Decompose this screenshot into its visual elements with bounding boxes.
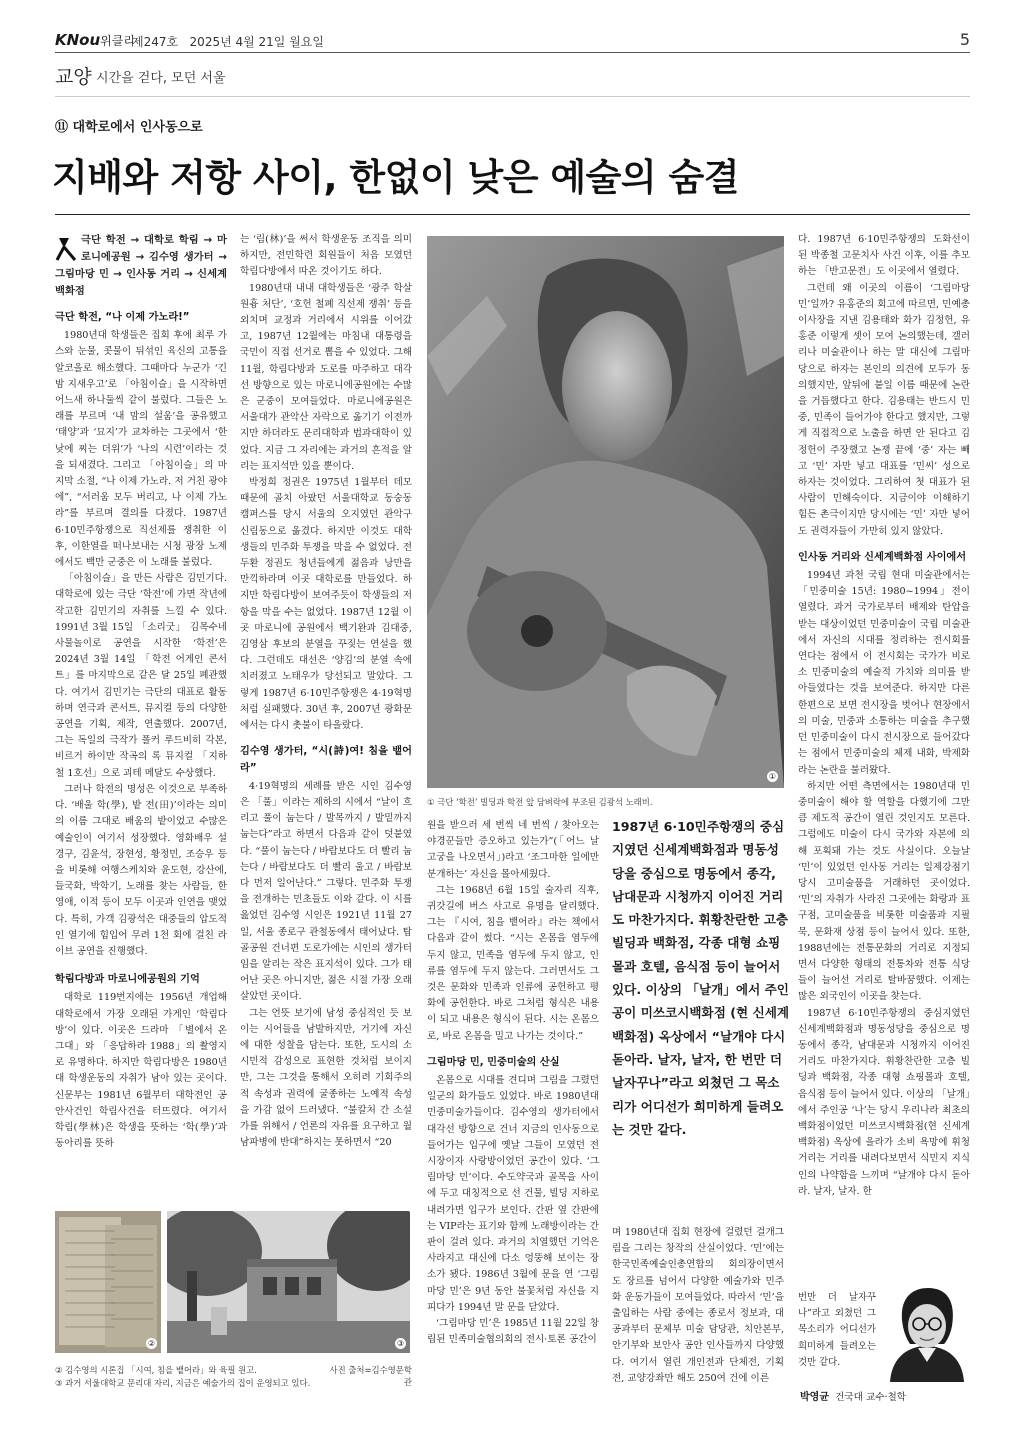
subhead-grimmadang: 그림마당 민, 민중미술의 산실	[427, 1056, 560, 1068]
arts-house-illustration	[167, 1211, 410, 1353]
paragraph: 는 ‘림(林)’을 써서 학생운동 조직을 의미하지만, 전민학련 회원들이 처음 모였던 학림다방에서 따온 것이기도 하다.	[240, 234, 412, 278]
article-column-2	[240, 232, 412, 1151]
article-column-4	[612, 1225, 784, 1387]
paragraph: 1994년 과천 국립 현대 미술관에서는 「민중미술 15년: 1980~1994」전이 열렸다. 과거 국가로부터 배제와 탄압을 받는 대상이었던 민중미술이 국립 미술관에서 자신의 시대를 정리하는 전시회를 연다는 점에서 이 전시회는 국가가 비로소 민중미술의 예술적 가치와 의미를 받아들였다는 것을 보여준다. 하지만 다른 한편으로 보면 전시장을 벗어나 현장에서의 미술, 민중과 소통하는 미술을 추구했던 민중미술이 다시 전시장으로 들어갔다는 점에서 민중미술의 체제 내화, 박제화라는 논란을 불러왔다.	[798, 570, 970, 776]
article-column-5-end	[798, 1290, 876, 1371]
header-rule	[55, 52, 970, 53]
photo-caption-1: ① 극단 ‘학전’ 빌딩과 학전 앞 담벼락에 부조된 김광석 노래비.	[427, 797, 653, 807]
photo-kim-kwangseok-relief	[427, 236, 784, 788]
manuscript-illustration	[55, 1211, 161, 1353]
photo-number-badge: ①	[768, 772, 777, 781]
lead-route: 극단 학전 → 대학로 학림 → 마로니에공원 → 김수영 생가터 → 그림마당 민 → 인사동 거리 → 신세계백화점	[55, 234, 227, 297]
subhead-hakjeon: 극단 학전, “나 이제 가노라!”	[55, 312, 190, 323]
paragraph: 그런데 왜 이곳의 이름이 ‘그림마당 민’일까? 유홍준의 회고에 따르면, 민예총 이사장을 지낸 김용태와 화가 김정헌, 유홍준 이렇게 셋이 모여 논의했는데, 갤러리나 미술관이나 하는 말 대신에 그림마당으로 하자는 본인의 의견에 모두가 동의했지만, 앞뒤에 붙일 이름 때문에 논란을 거듭했다고 한다. 김용태는 반드시 민중, 민족이 들어가야 한다고 했지만, 그렇게 직접적으로 노출을 하면 안 된다고 김정헌이 주장했고 논쟁 끝에 ‘중’ 자는 빼고 ‘민’ 자만 넣고 대표를 ‘민씨’ 성으로 하자는 것이었다. 그리하여 첫 대표가 된 사람이 민해숙이다. 지금이야 이해하기 힘든 촌극이지만 당시에는 ‘민’ 자만 넣어도 권력자들이 가만히 있지 않았다.	[798, 282, 970, 537]
series-label: ⑪ 대학로에서 인사동으로	[55, 120, 203, 135]
section-name: 교양	[55, 66, 92, 88]
paragraph: ‘그림마당 민’은 1985년 11월 22일 창립된 민족미술협의회의 전시·토론 공간이	[427, 1318, 599, 1346]
photo-number-badge: ③	[396, 1339, 405, 1348]
headline-rule	[55, 214, 970, 215]
photo-manuscript	[55, 1211, 161, 1353]
photo-caption-2: ② 김수영의 시론집 「시여, 침을 뱉어라」와 육필 원고.	[55, 1365, 257, 1375]
relief-illustration	[427, 236, 784, 788]
paragraph: 원을 받으러 세 번씩 네 번씩 / 찾아오는 야경꾼들만 증오하고 있는가”(「어느 날 고궁을 나오면서」)라고 ‘조그마한 일에만 분개하는’ 자신을 몰아세웠다.	[427, 820, 599, 880]
section-rule	[55, 96, 970, 97]
photo-credit: 사진 출처=김수영문학관	[329, 1365, 412, 1387]
headline: 지배와 저항 사이, 한없이 낮은 예술의 숨결	[52, 156, 739, 199]
author-byline: 박영균 건국대 교수·철학	[800, 1392, 907, 1403]
article-column-5	[798, 232, 970, 1200]
pull-quote: 1987년 6·10민주항쟁의 중심지였던 신세계백화점과 명동성당을 중심으로 명동에서 종각, 남대문과 시청까지 이어진 거리도 마찬가지다. 휘황찬란한 고층 빌딩과 백화점, 각종 대형 쇼핑몰과 호텔, 음식점 등이 늘어서 있다. 이상의 「날개」에서 주인공이 미쓰코시백화점 (현 신세계백화점) 옥상에서 “날개야 다시 돋아라. 날자, 날자, 한 번만 더 날자꾸나”라고 외쳤던 그 목소리가 어디선가 희미하게 들려오는 것만 같다.	[612, 819, 790, 1137]
paragraph: 1980년대 내내 대학생들은 ‘광주 학살 원흉 처단’, ‘호헌 철폐 직선제 쟁취’ 등을 외치며 교정과 거리에서 시위를 이어갔고, 1987년 12월에는 마침내 대통령을 국민이 직접 선거로 뽑을 수 있었다. 그해 11월, 학림다방과 도로를 마주하고 대각선 방향으로 있는 마로니에공원에는 수많은 군중이 모여들었다. 마로니에공원은 서울대가 관악산 자락으로 옮기기 이전까지만 하더라도 문리대학과 법과대학이 있었다. 지금 그 자리에는 과거의 흔적을 알리는 표지석만 있을 뿐이다.	[240, 282, 412, 472]
person-icon	[55, 234, 77, 262]
author-illustration	[882, 1282, 970, 1382]
paragraph: 「아침이슬」을 만든 사람은 김민기다. 대학로에 있는 극단 ‘학전’에 가면 작년에 작고한 김민기의 자취를 느낄 수 있다. 1991년 3월 15일 「소리굿」 김목수네 사물놀이로 공연을 시작한 ‘학전’은 2024년 3월 14일 「학전 어게인 콘서트」를 마지막으로 같은 달 25일 폐관했다. 여기서 김민기는 극단의 대표로 활동하며 연극과 콘서트, 뮤지컬 등의 다양한 공연을 기획, 제작, 연출했다. 2007년, 그는 독일의 극작가 폴커 루드비히 각본, 비르거 하이만 작곡의 록 뮤지컬 「지하철 1호선」으로 괴테 메달도 수상했다.	[55, 573, 227, 779]
page-number: 5	[959, 30, 970, 49]
article-column-1	[55, 232, 227, 1152]
paragraph: 그는 언뜻 보기에 남성 중심적인 듯 보이는 시어들을 남발하지만, 거기에 자신에 대한 성찰을 담는다. 또한, 도시의 소시민적 감성으로 표현한 것처럼 보이지만, 그는 그것을 통해서 오히려 기회주의적 속성과 권력에 굴종하는 노예적 속성을 가감 없이 드러냈다. “불칼처 간 소설가를 위해서 / 언론의 자유를 요구하고 월남파병에 반대”하지는 못하면서 “20	[240, 1007, 412, 1149]
paragraph: 번만 더 날자꾸나”라고 외쳤던 그 목소리가 어디선가 희미하게 들려오는 것만 같다.	[798, 1292, 876, 1368]
paragraph: 며 1980년대 집회 현장에 걸렸던 걸개그림을 그리는 창작의 산실이었다. ‘민’에는 한국민족예술인총연합의 회의장이면서 도 장르를 넘어서 다양한 예술가와 민주화 운동가들이 모여들었다. 따라서 ‘민’을 출입하는 사람 중에는 종로서 정보과, 대공과부터 문체부 미술 담당관, 치안본부, 안기부와 보안사 공안 인사들까지 다양했다. 여기서 열린 개인전과 단체전, 기획전, 교양강좌만 해도 250여 건에 이른	[612, 1227, 784, 1384]
photo-number-badge: ②	[147, 1339, 156, 1348]
paragraph: 1980년대 학생들은 집회 후에 최루 가스와 눈물, 콧물이 뒤섞인 육신의 고통을 알코올로 해소했다. 그때마다 누군가 ‘긴밤 지새우고’로 「아침이슬」을 시작하면 어느새 하나둘씩 같이 불렀다. 그들은 노래를 부르며 ‘내 맘의 설움’을 공유했고 ‘태양’과 ‘묘지’가 교차하는 그곳에서 ‘한낮에 찌는 더위’가 ‘나의 시련’이라는 것을 되새겼다. 그리고 「아침이슬」의 마지막 소절, “나 이제 가노라. 저 거친 광야에”, “서러움 모두 버리고, 나 이제 가노라”를 부르며 결의를 다졌다. 1987년 6·10민주항쟁으로 직선제를 쟁취한 이후, 이한열을 떠나보내는 시청 광장 노제에서도 백만 군중은 이 노래를 불렀다.	[55, 330, 227, 569]
paragraph: 그러나 학전의 명성은 이것으로 부족하다. ‘배울 학(學), 밭 전(田)’이라는 의미의 이름 그대로 배움의 밭이었고 수많은 예술인이 여기서 성장했다. 영화배우 설경구, 김윤석, 장현성, 황정민, 조승우 등을 비롯해 여행스케치와 윤도현, 강산에, 들국화, 박학기, 노래를 찾는 사람들, 한영애, 이적 등이 모두 이곳과 인연을 맺었다. 특히, 가객 김광석은 대중들의 압도적인 열기에 힘입어 무려 1천 회에 걸친 라이브 공연을 진행했다.	[55, 783, 227, 957]
section-subtitle: 시간을 걷다, 모던 서울	[96, 71, 226, 86]
newspaper-logo: KNou위클리	[55, 31, 135, 49]
photo-caption-3: ③ 과거 서울대학교 문리대 자리, 지금은 예술가의 집이 운영되고 있다.	[55, 1378, 311, 1388]
paragraph: 1987년 6·10민주항쟁의 중심지였던 신세계백화점과 명동성당을 중심으로 명동에서 종각, 남대문과 시청까지 이어진 거리도 마찬가지다. 휘황찬란한 고층 빌딩과 백화점, 각종 대형 쇼핑몰과 호텔, 음식점 등이 늘어서 있다. 이상의 「날개」에서 주인공 ‘나’는 당시 우리나라 최초의 백화점이었던 미쓰코시백화점(현 신세계백화점) 옥상에 올라가 소비 욕망에 휘청거리는 거리를 내려다보면서 식민지 지식인의 나약함을 느끼며 “날개야 다시 돋아라. 날자, 날자. 한	[798, 1007, 970, 1197]
subhead-hakrim: 학림다방과 마로니에공원의 기억	[55, 974, 200, 986]
paragraph: 다. 1987년 6·10민주항쟁의 도화선이 된 박종철 고문치사 사건 이후, 이를 추모하는 「반고문전」도 이곳에서 열렸다.	[798, 234, 970, 278]
paragraph: 온몸으로 시대를 견디며 그림을 그렸던 일군의 화가들도 있었다. 바로 1980년대 민중미술가들이다. 김수영의 생가터에서 대각선 방향으로 건너 지금의 인사동으로 들어가는 입구에 옛날 그들이 모였던 전시장이자 사랑방이었던 공간이 있다. ‘그림마당 민’이다. 수도약국과 골목을 사이에 두고 대칭적으로 선 건물, 빌딩 지하로 내려가면 입구가 보인다. 간판 옆 간판에는 VIP라는 표기와 함께 노래방이라는 간판이 걸려 있다. 과거의 치열했던 기억은 사라지고 대신에 다소 엉뚱해 보이는 장소가 됐다. 1986년 3월에 문을 연 ‘그림마당 민’은 9년 동안 불꽃처럼 자신을 지피다가 1994년 말 문을 닫았다.	[427, 1075, 599, 1313]
issue-info: 제247호 2025년 4월 21일 월요일	[132, 35, 324, 49]
paragraph: 박정희 정권은 1975년 1월부터 데모 때문에 골치 아팠던 서울대학교 동숭동 캠퍼스를 당시 서울의 오지였던 관악구 신림동으로 옮겼다. 하지만 이것도 대학생들의 민주화 투쟁을 막을 수 없었다. 전두환 정권도 청년들에게 젊음과 낭만을 만끽하라며 이곳 대학로를 만들었다. 하지만 학림다방이 보여주듯이 학생들의 저항을 막을 수는 없었다. 1987년 12월 이곳 마로니에 공원에서 백기완과 김대중, 김영삼 후보의 분열을 꾸짖는 연설을 했다. 그런데도 대선은 ‘양김’의 분열 속에 치러졌고 노태우가 당선되고 말았다. 그렇게 1987년 6·10민주항쟁은 4·19혁명처럼 실패했다. 30년 후, 2007년 광화문에서는 다시 촛불이 타올랐다.	[240, 477, 412, 732]
author-portrait	[882, 1282, 970, 1382]
subhead-insadong: 인사동 거리와 신세계백화점 사이에서	[798, 551, 967, 563]
paragraph: 대학로 119번지에는 1956년 개업해 대학로에서 가장 오래된 가게인 ‘학림다방’이 있다. 이곳은 드라마 「별에서 온 그대」와 「응답하라 1988」의 촬영지로 유명하다. 하지만 학림다방은 1980년대 학생운동의 자취가 남아 있는 곳이다. 신문부는 1981년 6월부터 대학전인 공안사건인 학림사건을 터뜨렸다. 여기서 학림(學林)은 학생을 뜻하는 ‘학(學)’과 동아리를 뜻하	[55, 992, 227, 1150]
paragraph: 그는 1968년 6월 15일 술자리 직후, 귀갓길에 버스 사고로 유명을 달리했다. 그는 『시여, 침을 뱉어라』라는 책에서 다음과 같이 썼다. “시는 온몸을 염두에 두지 않고, 민족을 염두에 두지 않고, 인류를 염두에 두지 않는다. 그러면서도 그것은 문화와 민족과 인류에 공헌하고 평화에 공헌한다. 바로 그처럼 형식은 내용이 되고 내용은 형식이 된다. 시는 온몸으로, 바로 온몸을 밀고 나가는 것이다.”	[427, 884, 599, 1042]
article-column-3	[427, 818, 599, 1349]
paragraph: 4·19혁명의 세례를 받은 시인 김수영은 「풀」이라는 제하의 시에서 “날이 흐리고 풀이 눕는다 / 발목까지 / 발밑까지 눕는다”라고 하면서 다음과 같이 덧붙였다. “풀이 눕는다 / 바람보다도 더 빨리 눕는다 / 바람보다도 더 빨리 울고 / 바람보다 먼저 일어난다.” 그렇다. 민주화 투쟁을 전개하는 민초들도 이와 같다. 이 시를 읊었던 김수영 시인은 1921년 11월 27일, 서울 종로구 관철동에서 태어났다. 탑골공원 건너편 도로가에는 시인의 생가터임을 알리는 작은 표지석이 있다. 그가 태어난 곳은 아니지만, 젊은 시절 가장 오래 살았던 곳이다.	[240, 780, 412, 1003]
photo-arts-house	[167, 1211, 410, 1353]
subhead-kimsuyoung: 김수영 생가터, “시(詩)여! 침을 뱉어라”	[240, 746, 412, 774]
paragraph: 하지만 어떤 측면에서는 1980년대 민중미술이 해야 할 역할을 다했기에 그만큼 제도적 공간이 열린 것인지도 모른다. 그럼에도 미술이 다시 국가와 자본에 의해 포획돼 가는 것도 사실이다. 오늘날 ‘민’이 있었던 인사동 거리는 일제강점기 당시 고미술품을 거래하던 곳이었다. ‘민’의 자취가 사라진 그곳에는 화랑과 표구점, 고미술품을 비롯한 미술품과 지필묵, 문화재 상점 등이 늘어서 있다. 또한, 1988년에는 전통문화의 거리로 지정되면서 다양한 형태의 전통차와 전통 식당들이 늘어선 거리로 탈바꿈했다. 이제는 많은 외국인이 이곳을 찾는다.	[798, 780, 970, 1003]
